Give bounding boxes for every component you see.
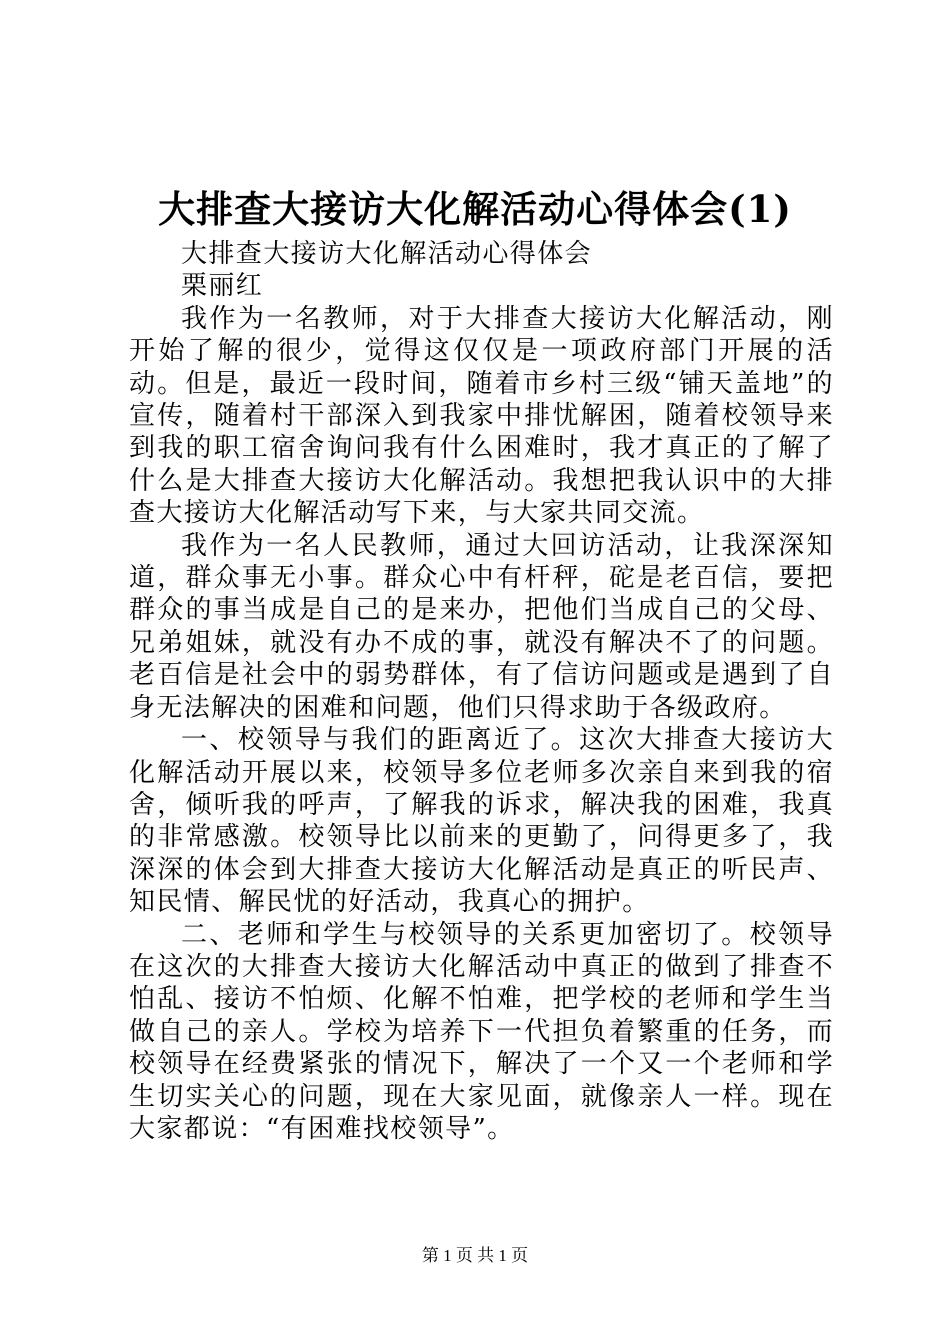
document-author: 栗丽红 — [181, 271, 264, 302]
paragraph-point-one: 一、校领导与我们的距离近了。这次大排查大接访大化解活动开展以来，校领导多位老师多次亲自来到我的宿舍，倾听我的呼声，了解我的诉求，解决我的困难，我真的非常感激。校领导比以前来的更勤了，问得更多了，我深深的体会到大排查大接访大化解活动是真正的听民声、知民情、解民忧的好活动，我真心的拥护。 — [129, 725, 834, 918]
document-title: 大排查大接访大化解活动心得体会(1) — [158, 187, 792, 231]
paragraph-intro: 我作为一名教师，对于大排查大接访大化解活动，刚开始了解的很少，觉得这仅仅是一项政府部门开展的活动。但是，最近一段时间，随着市乡村三级“铺天盖地”的宣传，随着村干部深入到我家中排忧解困，随着校领导来到我的职工宿舍询问我有什么困难时，我才真正的了解了什么是大排查大接访大化解活动。我想把我认识中的大排查大接访大化解活动写下来，与大家共同交流。 — [129, 303, 834, 529]
document-subtitle: 大排查大接访大化解活动心得体会 — [181, 239, 593, 269]
page-footer: 第 1 页 共 1 页 — [421, 1246, 529, 1265]
paragraph-point-two: 二、老师和学生与校领导的关系更加密切了。校领导在这次的大排查大接访大化解活动中真正的做到了排查不怕乱、接访不怕烦、化解不怕难，把学校的老师和学生当做自己的亲人。学校为培养下一代担负着繁重的任务，而校领导在经费紧张的情况下，解决了一个又一个老师和学生切实关心的问题，现在大家见面，就像亲人一样。现在大家都说：“有困难找校领导”。 — [129, 919, 834, 1144]
paragraph-teacher: 我作为一名人民教师，通过大回访活动，让我深深知道，群众事无小事。群众心中有杆秤，砣是老百信，要把群众的事当成是自己的是来办，把他们当成自己的父母、兄弟姐妹，就没有办不成的事，就没有解决不了的问题。老百信是社会中的弱势群体，有了信访问题或是遇到了自身无法解决的困难和问题，他们只得求助于各级政府。 — [129, 530, 834, 723]
document-body — [129, 238, 834, 1145]
